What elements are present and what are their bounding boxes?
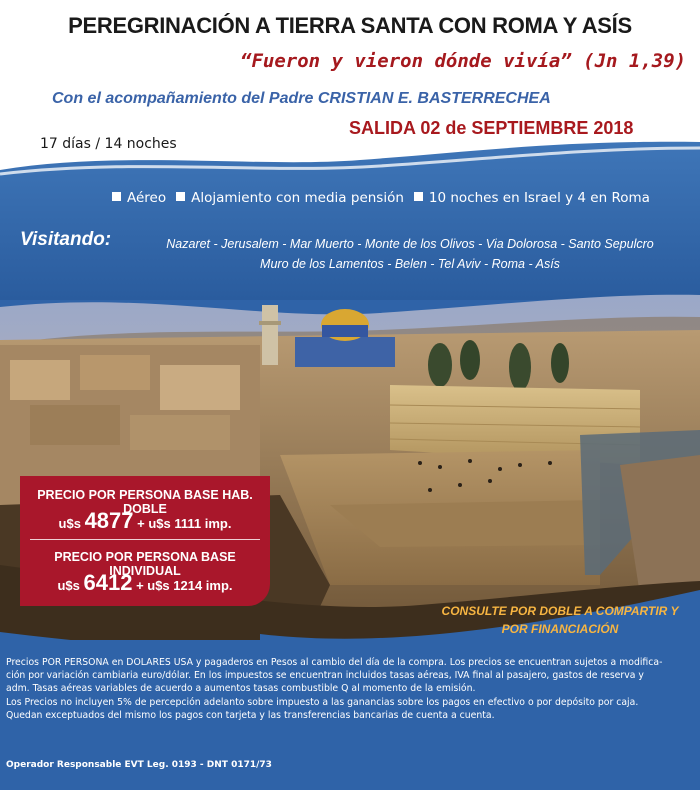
feature-item: 10 noches en Israel y 4 en Roma <box>414 190 650 206</box>
operator-info: Operador Responsable EVT Leg. 0193 - DNT 0171/73 <box>6 760 272 770</box>
tax-extra: + u$s 1111 imp. <box>137 516 232 531</box>
square-bullet-icon <box>414 192 423 201</box>
square-bullet-icon <box>112 192 121 201</box>
terms-line: ción por variación cambiaria euro/dólar. En los impuestos se encuentran incluidos tasas aéreas, IVA final al pasajero, gastos de reserva y <box>6 670 644 682</box>
terms-line: Precios POR PERSONA en DOLARES USA y pagaderos en Pesos al cambio del día de la compra. Los precios se encuentran sujetos a modifica- <box>6 657 663 668</box>
visiting-label: Visitando: <box>20 229 112 250</box>
price-divider <box>30 539 260 540</box>
consult-note <box>425 602 695 638</box>
bible-quote: “Fueron y vieron dónde vivía” (Jn 1,39) <box>240 50 687 72</box>
feature-item: Alojamiento con media pensión <box>176 190 404 206</box>
visiting-places <box>130 234 690 274</box>
square-bullet-icon <box>176 192 185 201</box>
price-single-label: PRECIO POR PERSONA BASE INDIVIDUAL <box>54 550 236 578</box>
terms-line: Quedan exceptuados del mismo los pagos con tarjeta y las transferencias bancarias de cuenta a cuenta. <box>6 709 495 721</box>
tax-extra: + u$s 1214 imp. <box>136 578 233 593</box>
features-list <box>112 190 650 206</box>
terms-line: adm. Tasas aéreas variables de acuerdo a aumentos tasas combustible Q al momento de la emisión. <box>6 683 476 695</box>
departure-date: SALIDA 02 de SEPTIEMBRE 2018 <box>349 118 634 138</box>
companion-line: Con el acompañamiento del Padre CRISTIAN E. BASTERRECHEA <box>52 90 551 107</box>
trip-duration: 17 días / 14 noches <box>40 136 177 152</box>
currency-label: u$s <box>58 516 81 531</box>
consult-line: CONSULTE POR DOBLE A COMPARTIR Y <box>441 604 679 618</box>
wave-band <box>0 130 700 300</box>
feature-item: Aéreo <box>112 190 166 206</box>
currency-label: u$s <box>57 578 80 593</box>
page-title: PEREGRINACIÓN A TIERRA SANTA CON ROMA Y ASÍS <box>68 13 632 38</box>
price-value: 6412 <box>83 570 133 595</box>
terms-text <box>6 656 696 722</box>
price-value: 4877 <box>84 508 134 533</box>
price-double-label: PRECIO POR PERSONA BASE HAB. DOBLE <box>37 488 253 516</box>
places-line: Nazaret - Jerusalem - Mar Muerto - Monte de los Olivos - Via Dolorosa - Santo Sepulcro <box>166 237 654 251</box>
price-double-amount <box>20 508 270 534</box>
consult-line: POR FINANCIACIÓN <box>501 622 619 636</box>
places-line: Muro de los Lamentos - Belen - Tel Aviv - Roma - Asís <box>260 257 560 271</box>
terms-line: Los Precios no incluyen 5% de percepción adelanto sobre impuesto a las ganancias sobre los pagos en efectivo o por depósito por caja. <box>6 696 639 708</box>
